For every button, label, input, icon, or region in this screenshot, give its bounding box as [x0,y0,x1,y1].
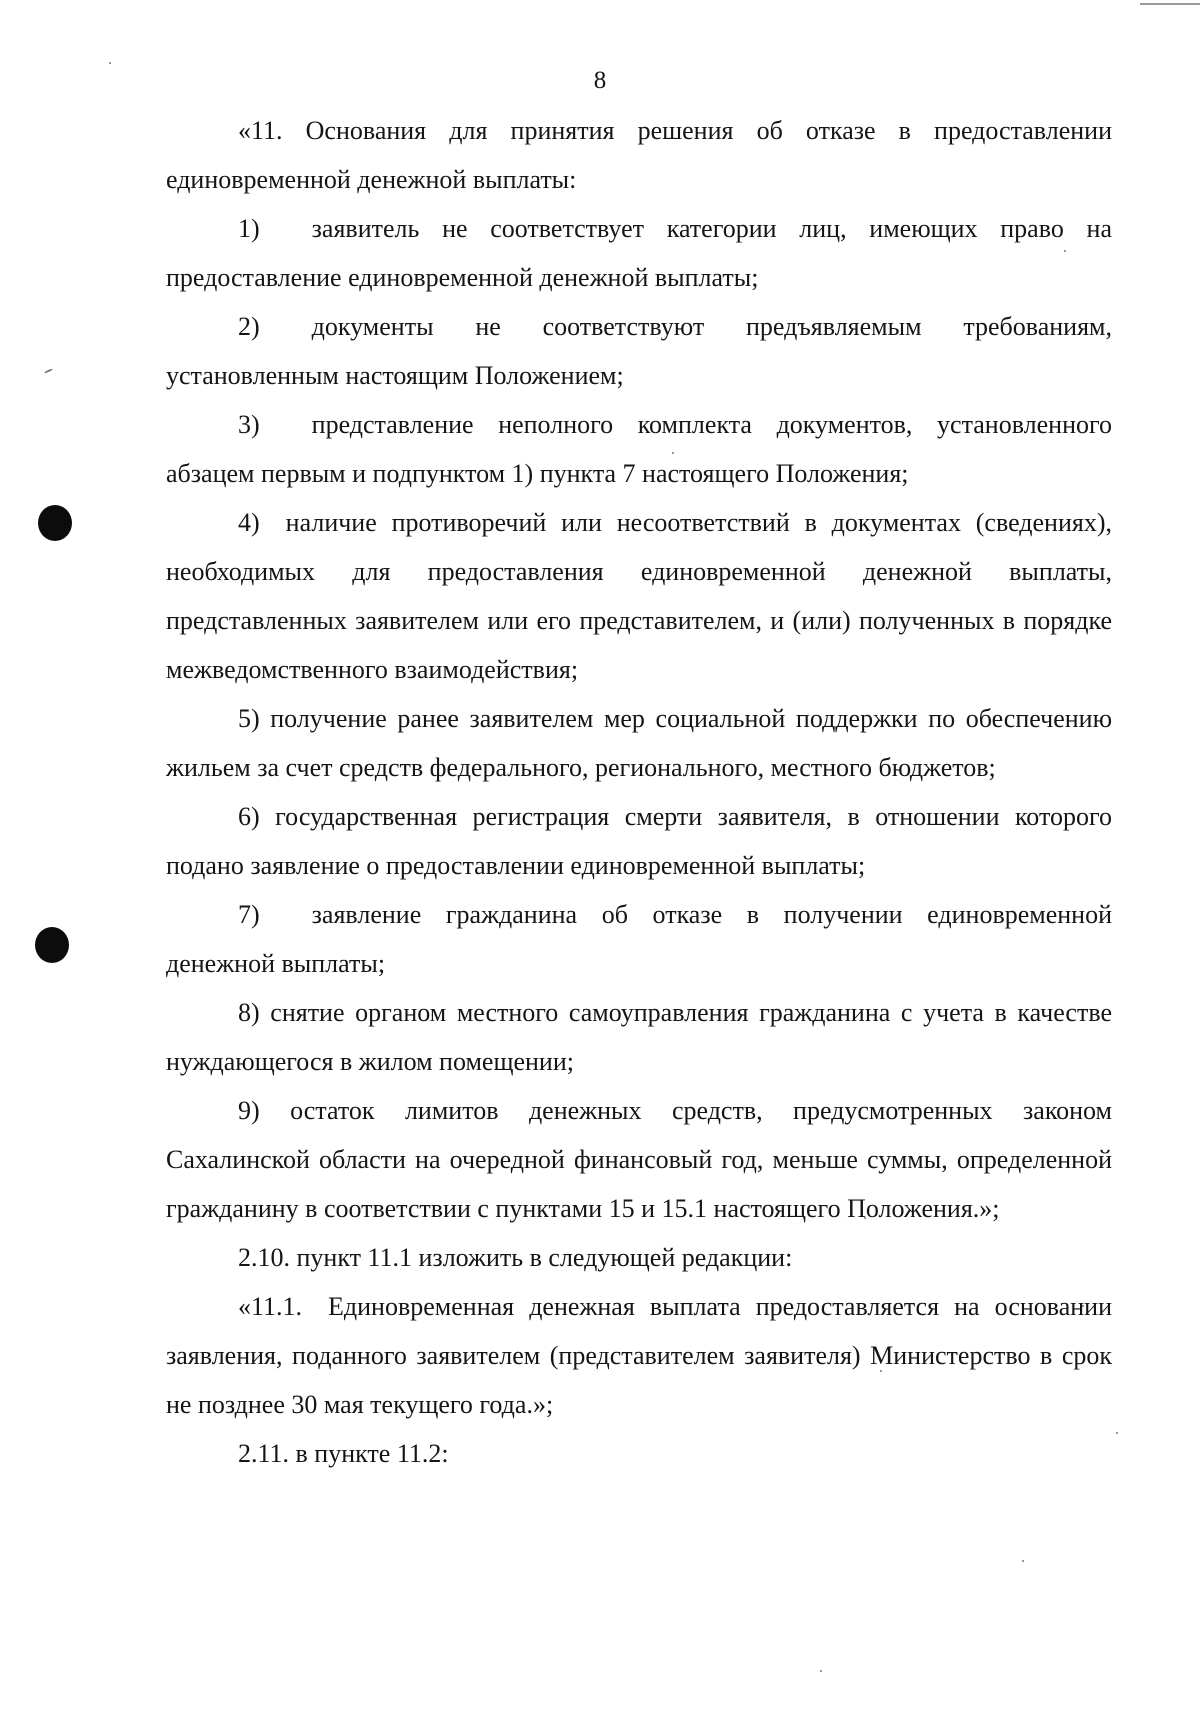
list-item-7: 7) заявление гражданина об отказе в получении единовременной денежной выплаты; [166,900,1112,978]
scan-speck [109,62,111,64]
list-item-2: 2) документы не соответствуют предъявляемым требованиям, установленным настоящим Положением; [166,312,1112,390]
paragraph-clause-11: «11. Основания для принятия решения об отказе в предоставлении единовременной денежной выплаты: [166,116,1112,194]
paragraph-clause-11-1: «11.1. Единовременная денежная выплата предоставляется на основании заявления, поданного заявителем (представителем заявителя) Министерство в срок не позднее 30 мая текущего года.»; [166,1292,1112,1419]
list-item-6: 6) государственная регистрация смерти заявителя, в отношении которого подано заявление о предоставлении единовременной выплаты; [166,802,1112,880]
scan-speck [820,1670,822,1672]
binder-hole-mark [35,927,69,963]
scan-speck [44,368,53,374]
list-item-8: 8) снятие органом местного самоуправления гражданина с учета в качестве нуждающегося в жилом помещении; [166,998,1112,1076]
list-item-5: 5) получение ранее заявителем мер социальной поддержки по обеспечению жильем за счет средств федерального, регионального, местного бюджетов; [166,704,1112,782]
paragraph-2-11: 2.11. в пункте 11.2: [238,1439,449,1468]
list-item-4: 4) наличие противоречий или несоответствий в документах (сведениях), необходимых для предоставления единовременной денежной выплаты, представленных заявителем или его представителем, и (или) полученных в порядке межведомственного взаимодействия; [166,508,1112,684]
scan-speck [1116,1432,1118,1434]
paragraph-2-10: 2.10. пункт 11.1 изложить в следующей редакции: [238,1243,793,1272]
scan-speck [1022,1560,1024,1562]
list-item-1: 1) заявитель не соответствует категории лиц, имеющих право на предоставление единовременной денежной выплаты; [166,214,1112,292]
binder-hole-mark [38,505,72,541]
page-number: 8 [593,67,607,94]
document-body [166,106,1112,1478]
list-item-9: 9) остаток лимитов денежных средств, предусмотренных законом Сахалинской области на очередной финансовый год, меньше суммы, определенной гражданину в соответствии с пунктами 15 и 15.1 настоящего Положения.»; [166,1096,1112,1223]
scan-edge-line [1140,3,1200,5]
list-item-3: 3) представление неполного комплекта документов, установленного абзацем первым и подпунктом 1) пункта 7 настоящего Положения; [166,410,1112,488]
